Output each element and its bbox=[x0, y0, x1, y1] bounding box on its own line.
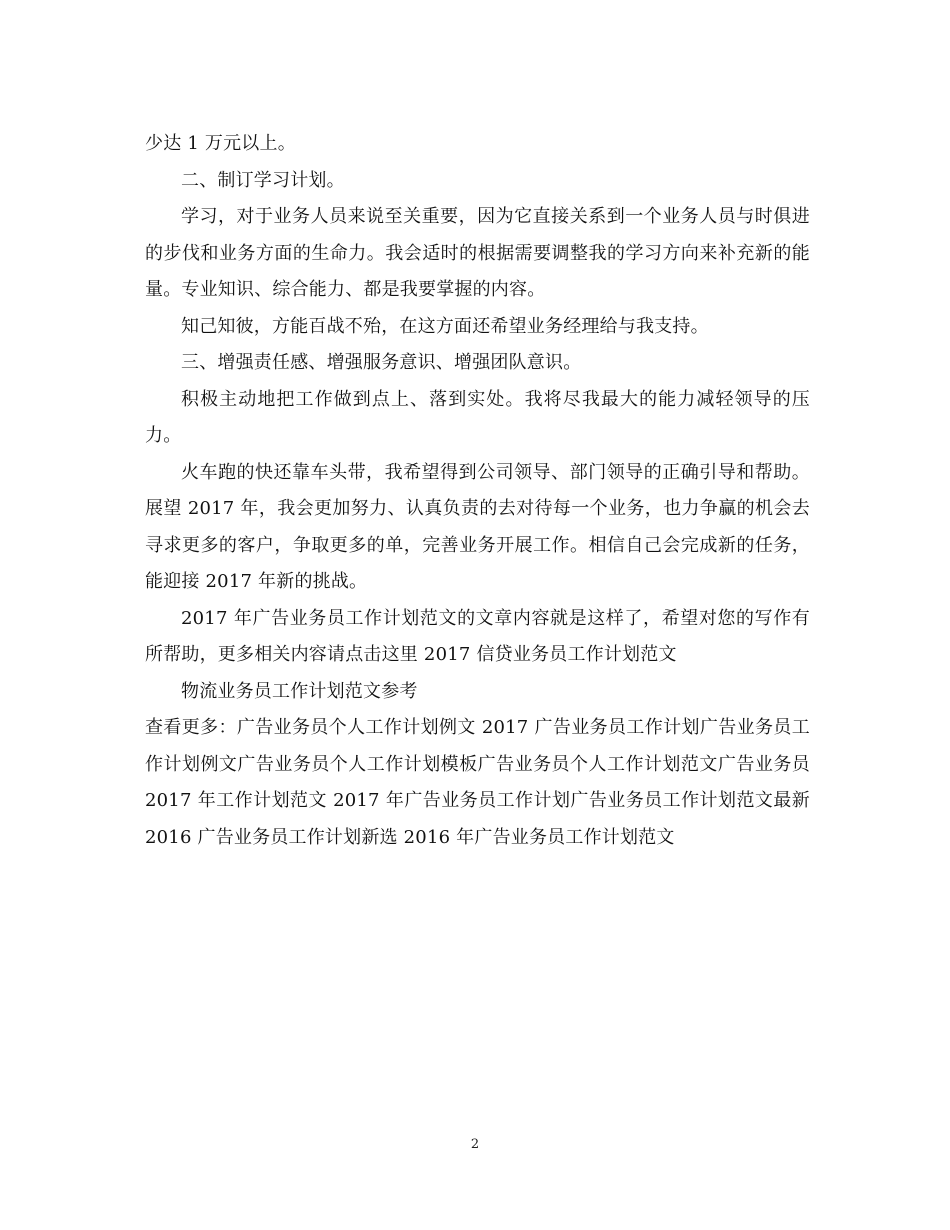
paragraph-1: 少达 1 万元以上。 bbox=[145, 133, 296, 154]
paragraph-know-yourself: 知己知彼，方能百战不殆，在这方面还希望业务经理给与我支持。 bbox=[181, 315, 709, 337]
paragraph-study: 学习，对于业务人员来说至关重要，因为它直接关系到一个业务人员与时俱进的步伐和业务方面的生命力。我会适时的根据需要调整我的学习方向来补充新的能量。专业知识、综合能力、都是我要掌握的内容。 bbox=[145, 206, 810, 300]
page-number: 2 bbox=[470, 1137, 480, 1152]
paragraph-outlook-2017: 火车跑的快还靠车头带，我希望得到公司领导、部门领导的正确引导和帮助。展望 2017 年，我会更加努力、认真负责的去对待每一个业务，也力争赢的机会去寻求更多的客户，争取更多的单，完善业务开展工作。相信自己会完成新的任务，能迎接 2017 年新的挑战。 bbox=[145, 461, 810, 592]
section-heading-study-plan: 二、制订学习计划。 bbox=[181, 169, 345, 191]
paragraph-article-end: 2017 年广告业务员工作计划范文的文章内容就是这样了，希望对您的写作有所帮助，更多相关内容请点击这里 2017 信贷业务员工作计划范文 bbox=[145, 607, 810, 665]
related-link-logistics: 物流业务员工作计划范文参考 bbox=[181, 680, 418, 702]
paragraph-proactive: 积极主动地把工作做到点上、落到实处。我将尽我最大的能力减轻领导的压力。 bbox=[145, 388, 810, 446]
see-more-links: 查看更多：广告业务员个人工作计划例文 2017 广告业务员工作计划广告业务员工作计划例文广告业务员个人工作计划模板广告业务员个人工作计划范文广告业务员 2017 年工作计划范文 2017 年广告业务员工作计划广告业务员工作计划范文最新 2016 广告业务员工作计划新选 2016 年广告业务员工作计划范文 bbox=[145, 717, 810, 848]
section-heading-responsibility: 三、增强责任感、增强服务意识、增强团队意识。 bbox=[181, 352, 582, 373]
document-body bbox=[145, 126, 810, 856]
